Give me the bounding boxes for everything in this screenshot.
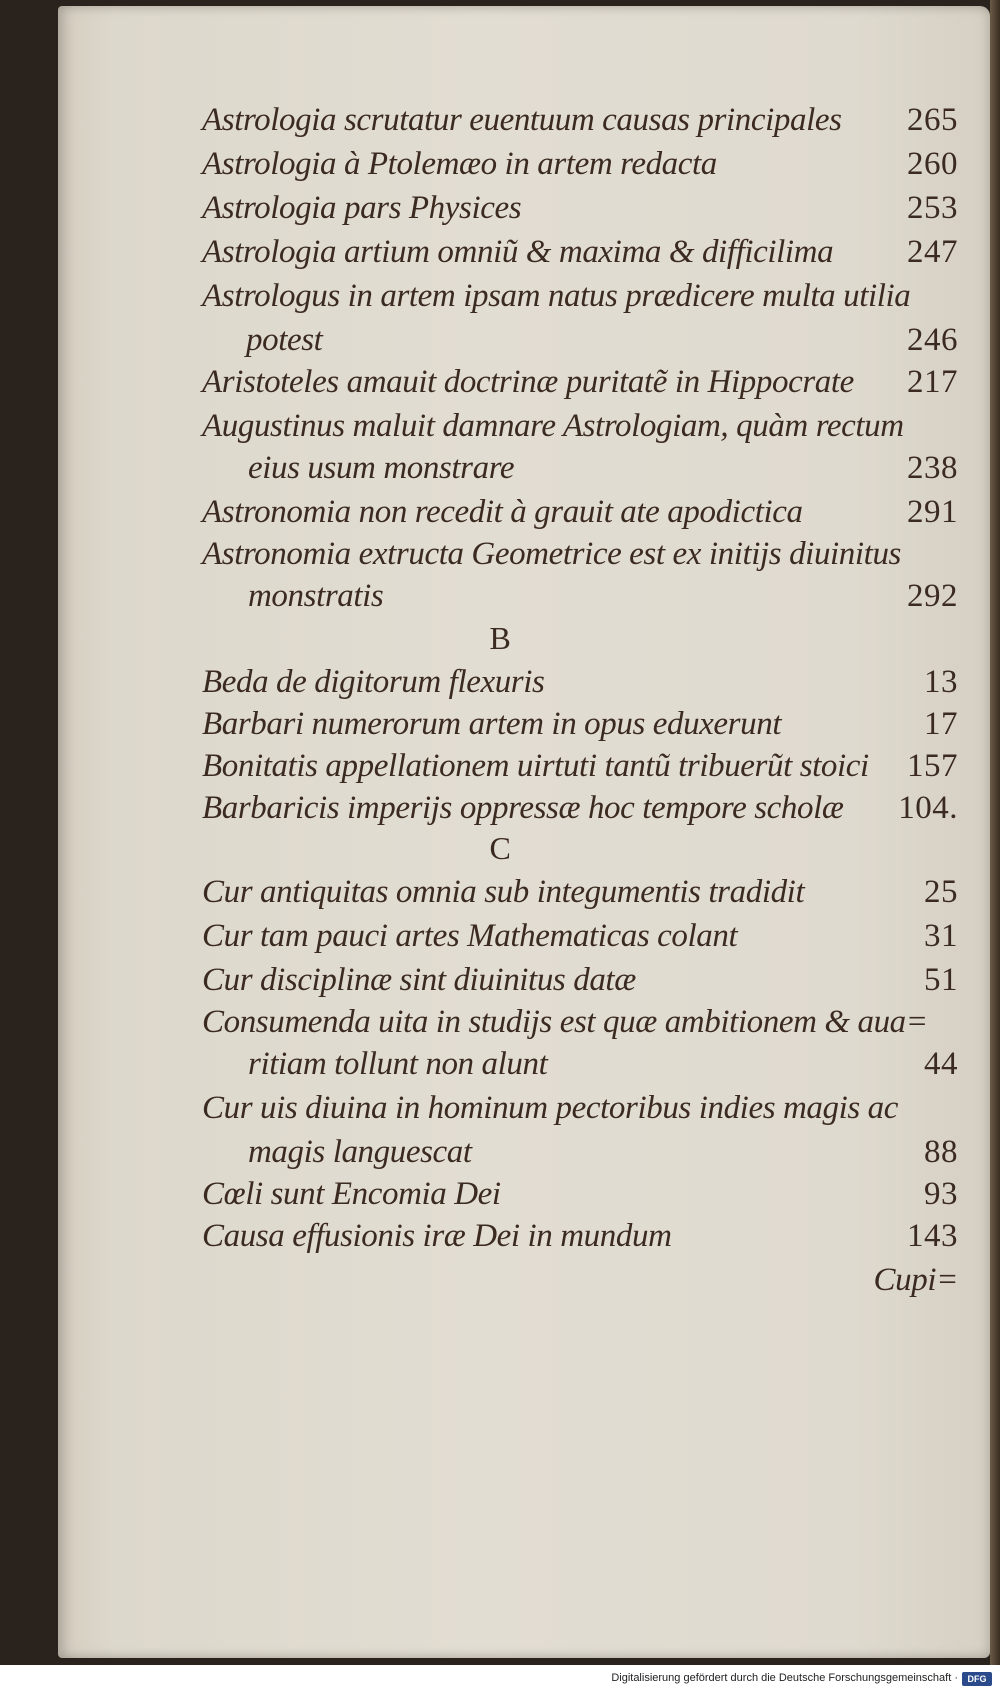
page-number: 292: [907, 578, 958, 614]
entry-text: Augustinus maluit damnare Astrologiam, quàm rectum: [202, 408, 904, 444]
index-entry-continuation: [0, 1042, 1000, 1086]
page-number: 88: [924, 1134, 958, 1170]
index-entry: [0, 360, 1000, 404]
entry-text: Astrologia scrutatur euentuum causas principales: [202, 102, 842, 138]
entry-text: Cœli sunt Encomia Dei: [202, 1176, 501, 1212]
index-entry: [0, 958, 1000, 1002]
entry-text: ritiam tollunt non alunt: [248, 1046, 548, 1082]
entry-text: Astrologia pars Physices: [202, 190, 522, 226]
entry-text: Astrologia à Ptolemæo in artem redacta: [202, 146, 717, 182]
page-number: 51: [924, 962, 958, 998]
index-entry: [0, 1000, 1000, 1044]
page-number: 247: [907, 234, 958, 270]
entry-text: Barbaricis imperijs oppressæ hoc tempore scholæ: [202, 790, 844, 826]
footer-bar: [0, 1665, 1000, 1693]
index-entry: [0, 702, 1000, 746]
entry-text: Cur uis diuina in hominum pectoribus indies magis ac: [202, 1090, 899, 1126]
catchword: Cupi=: [873, 1262, 958, 1298]
entry-text: Causa effusionis iræ Dei in mundum: [202, 1218, 672, 1254]
entry-text: Bonitatis appellationem uirtuti tantũ tribuerũt stoici: [202, 748, 869, 784]
page-number: 265: [907, 102, 958, 138]
page-number: 44: [924, 1046, 958, 1082]
index-entry-continuation: [0, 574, 1000, 618]
index-entry: [0, 660, 1000, 704]
entry-text: Barbari numerorum artem in opus eduxerunt: [202, 706, 782, 742]
index-entry: [0, 1172, 1000, 1216]
page-number: 25: [924, 874, 958, 910]
index-entry: [0, 274, 1000, 318]
dfg-logo-icon: DFG: [962, 1672, 992, 1686]
page-number: 246: [907, 322, 958, 358]
entry-text: Consumenda uita in studijs est quæ ambitionem & aua=: [202, 1004, 928, 1040]
page-number: 13: [924, 664, 958, 700]
index-entry-continuation: [0, 446, 1000, 490]
entry-text: Astrologia artium omniũ & maxima & difficilima: [202, 234, 834, 270]
index-entry: [0, 914, 1000, 958]
page-number: 217: [907, 364, 958, 400]
index-entry: [0, 490, 1000, 534]
entry-text: Beda de digitorum flexuris: [202, 664, 545, 700]
page-number: 157: [907, 748, 958, 784]
page-number: 31: [924, 918, 958, 954]
index-entry: [0, 532, 1000, 576]
entry-text: Aristoteles amauit doctrinæ puritatẽ in Hippocrate: [202, 364, 854, 400]
page-number: 17: [924, 706, 958, 742]
page-number: 93: [924, 1176, 958, 1212]
page-number: 291: [907, 494, 958, 530]
index-entry: [0, 870, 1000, 914]
index-entry: [0, 98, 1000, 142]
entry-text: Astrologus in artem ipsam natus prædicere multa utilia: [202, 278, 911, 314]
page-number: 238: [907, 450, 958, 486]
footer-credit: Digitalisierung gefördert durch die Deutsche Forschungsgemeinschaft ·: [611, 1672, 958, 1684]
index-entry: [0, 142, 1000, 186]
index-entry-continuation: [0, 318, 1000, 362]
entry-text: potest: [246, 322, 323, 358]
entry-text: Cur antiquitas omnia sub integumentis tradidit: [202, 874, 805, 910]
index-entry: [0, 1086, 1000, 1130]
index-entry: [0, 230, 1000, 274]
page-number: 104.: [898, 790, 958, 826]
section-letter-c: C: [489, 830, 511, 866]
entry-text: monstratis: [248, 578, 384, 614]
index-entry: [0, 786, 1000, 830]
entry-text: Astronomia non recedit à grauit ate apodictica: [202, 494, 803, 530]
entry-text: Cur disciplinæ sint diuinitus datæ: [202, 962, 636, 998]
page-number: 253: [907, 190, 958, 226]
index-entry: [0, 186, 1000, 230]
index-entry-continuation: [0, 1130, 1000, 1174]
page-number: 260: [907, 146, 958, 182]
index-entry: [0, 744, 1000, 788]
entry-text: Cur tam pauci artes Mathematicas colant: [202, 918, 738, 954]
section-letter-b: B: [489, 620, 511, 656]
entry-text: magis languescat: [248, 1134, 472, 1170]
entry-text: Astronomia extructa Geometrice est ex initijs diuinitus: [202, 536, 901, 572]
index-entry: [0, 1214, 1000, 1258]
index-entry: [0, 404, 1000, 448]
entry-text: eius usum monstrare: [248, 450, 515, 486]
page-number: 143: [907, 1218, 958, 1254]
